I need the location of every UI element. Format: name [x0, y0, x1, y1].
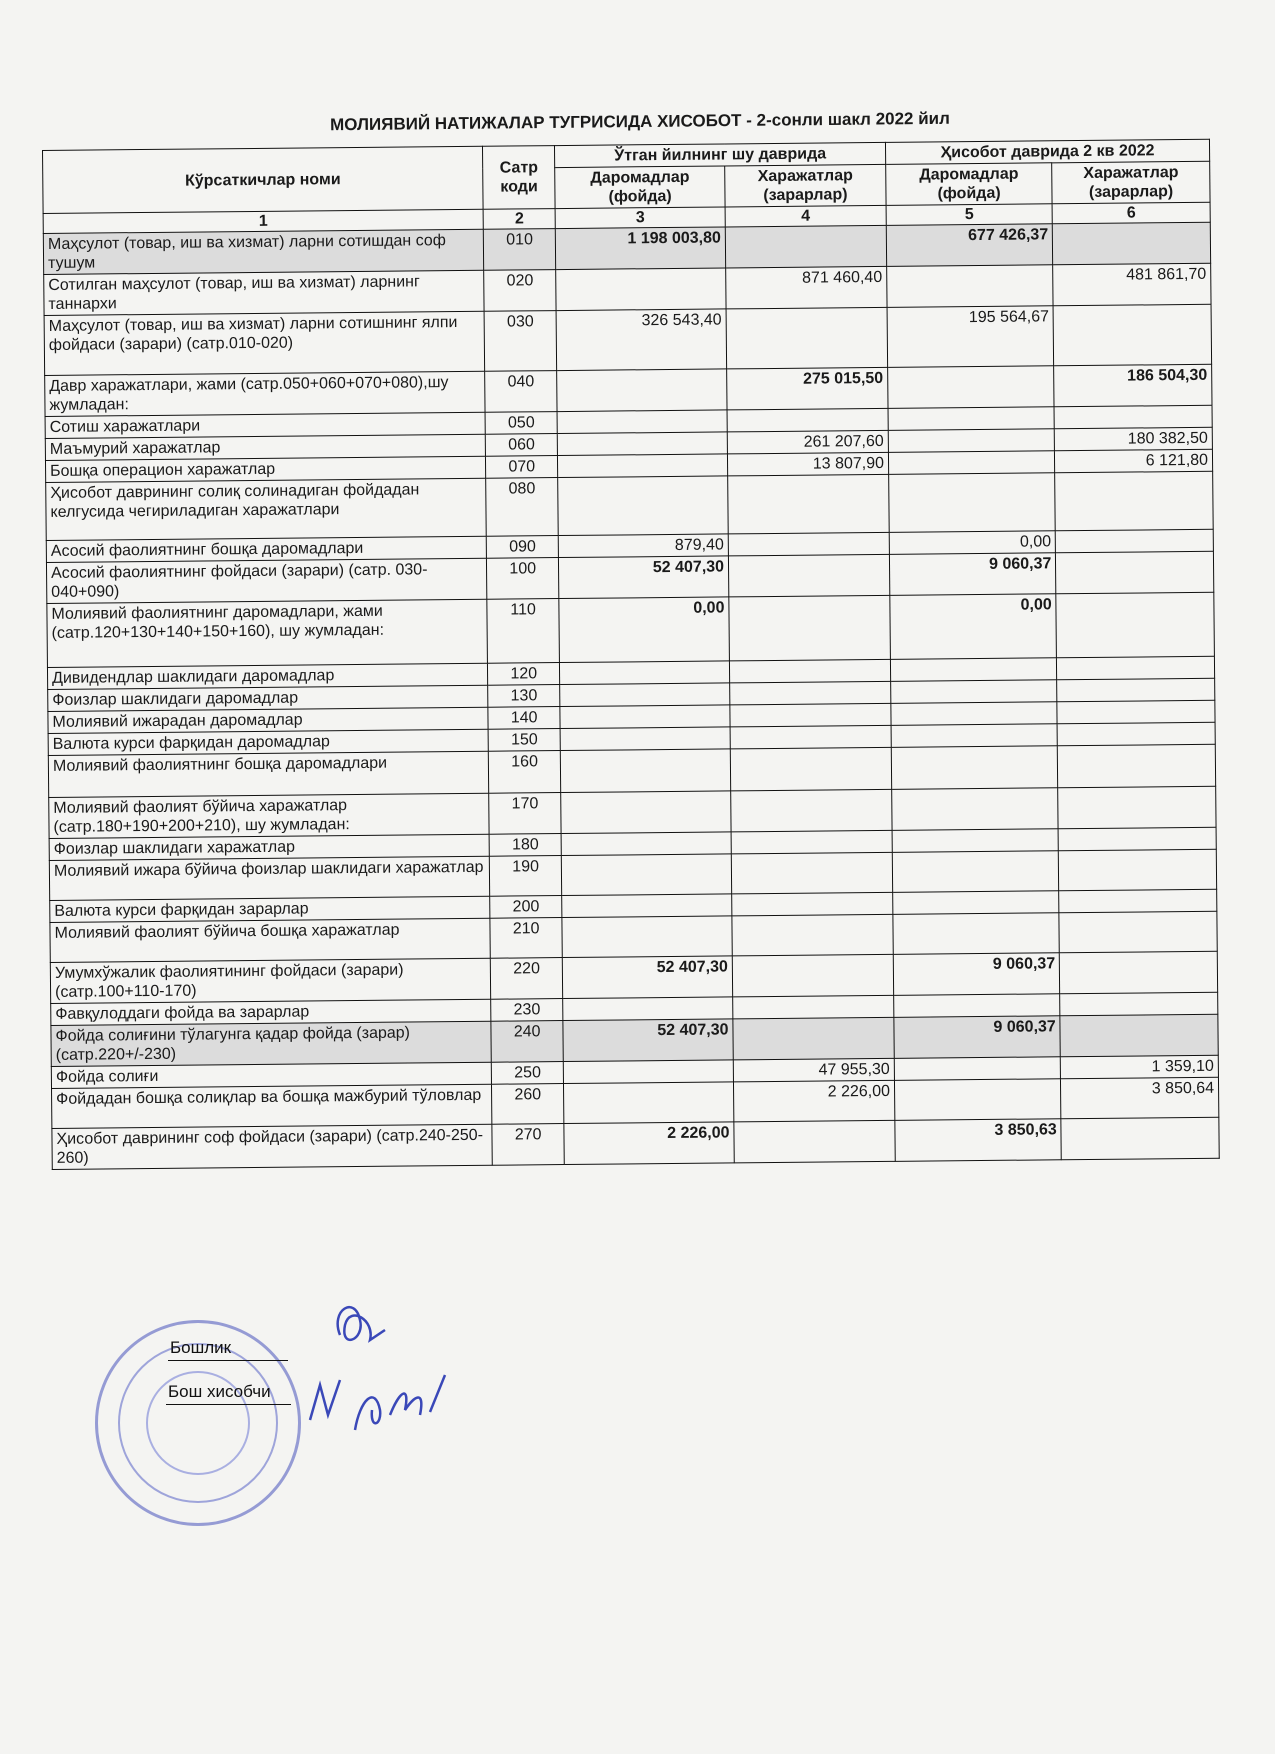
- report-expense: 186 504,30: [1054, 364, 1212, 407]
- row-code: 150: [488, 729, 560, 752]
- header-expense-report: Харажатлар (зарарлар): [1052, 161, 1210, 204]
- prev-income: 0,00: [559, 597, 729, 663]
- row-name: Фавқулоддаги фойда ва зарарлар: [51, 999, 491, 1025]
- prev-income: [560, 683, 730, 707]
- prev-expense: [729, 595, 891, 661]
- report-income: [892, 829, 1059, 853]
- prev-expense: [730, 681, 891, 705]
- report-expense: [1058, 786, 1216, 829]
- report-expense: 481 861,70: [1053, 263, 1211, 306]
- prev-expense: [730, 747, 891, 791]
- report-income: [888, 429, 1055, 453]
- row-code: 170: [489, 793, 562, 835]
- row-name: Валюта курси фарқидан зарарлар: [50, 896, 490, 922]
- header-expense-prev: Харажатлар (зарарлар): [725, 164, 886, 207]
- report-income: [894, 994, 1061, 1018]
- report-income: 9 060,37: [894, 1016, 1061, 1059]
- report-expense: [1058, 827, 1216, 851]
- col-number-5: 5: [886, 204, 1053, 226]
- accountant-signature: [310, 1375, 445, 1430]
- row-code: 020: [484, 270, 557, 312]
- prev-income: 52 407,30: [559, 556, 729, 599]
- row-name: Фоизлар шаклидаги даромадлар: [48, 685, 488, 711]
- prev-income: [558, 476, 728, 536]
- row-name: Фойда солиғи: [51, 1062, 491, 1088]
- row-name: Ҳисобот даврининг солиқ солинадиган фойдадан келгусида чегириладиган харажатлари: [46, 478, 487, 540]
- chief-accountant-label: Бош хисобчи: [168, 1382, 271, 1401]
- row-code: 200: [490, 896, 562, 919]
- prev-expense: 275 015,50: [727, 367, 888, 410]
- prev-income: [561, 832, 731, 856]
- row-name: Фойда солиғини тўлагунга қадар фойда (зарар) (сатр.220+/-230): [51, 1021, 491, 1066]
- head-signature-label: Бошлик: [170, 1338, 232, 1357]
- report-expense: 180 382,50: [1055, 427, 1213, 451]
- prev-expense: [732, 892, 893, 916]
- report-income: [892, 851, 1059, 893]
- prev-expense: 261 207,60: [727, 430, 888, 454]
- row-code: 050: [485, 412, 557, 435]
- prev-expense: [732, 914, 893, 956]
- row-code: 250: [491, 1062, 563, 1085]
- report-income: [893, 913, 1060, 955]
- prev-expense: [730, 725, 891, 749]
- report-expense: [1056, 551, 1214, 594]
- header-prev-period: Ўтган йилнинг шу даврида: [555, 142, 886, 167]
- row-name: Ҳисобот даврининг соф фойдаси (зарари) (сатр.240-250-260): [52, 1124, 492, 1169]
- prev-income: [561, 791, 731, 834]
- row-code: 110: [487, 599, 560, 664]
- col-number-2: 2: [483, 209, 555, 230]
- prev-income: [557, 369, 727, 412]
- row-name: Молиявий ижара бўйича фоизлар шаклидаги харажатлар: [49, 856, 489, 900]
- prev-income: 52 407,30: [563, 1019, 733, 1062]
- prev-expense: [731, 789, 892, 832]
- row-code: 240: [491, 1021, 564, 1063]
- report-income: 9 060,37: [889, 553, 1056, 596]
- prev-income: [560, 705, 730, 729]
- row-code: 180: [489, 834, 561, 857]
- report-expense: [1059, 889, 1217, 913]
- prev-income: [560, 661, 730, 685]
- prev-income: [562, 854, 732, 896]
- row-name: Молиявий ижарадан даромадлар: [48, 707, 488, 733]
- report-expense: [1058, 744, 1216, 788]
- report-income: [894, 1079, 1061, 1121]
- prev-expense: [734, 1120, 895, 1163]
- prev-income: [557, 410, 727, 434]
- prev-expense: 47 955,30: [733, 1058, 894, 1082]
- report-expense: [1057, 700, 1215, 724]
- table-body: [43, 222, 1219, 1169]
- row-code: 270: [492, 1124, 565, 1166]
- prev-income: [561, 749, 731, 793]
- report-expense: [1060, 951, 1218, 994]
- row-code: 190: [489, 856, 562, 897]
- col-number-4: 4: [725, 205, 886, 227]
- row-code: 080: [486, 478, 559, 537]
- prev-expense: [732, 954, 893, 997]
- row-name: Сотилган маҳсулот (товар, иш ва хизмат) ларнинг таннархи: [44, 270, 484, 315]
- head-signature: [338, 1307, 385, 1340]
- report-expense: [1055, 471, 1213, 531]
- header-income-report: Даромадлар (фойда): [886, 163, 1053, 206]
- report-income: 0,00: [889, 531, 1056, 555]
- report-income: [892, 788, 1059, 831]
- row-name: Маҳсулот (товар, иш ва хизмат) ларни сотишдан соф тушум: [43, 229, 483, 274]
- row-name: Молиявий фаолиятнинг даромадлари, жами (сатр.120+130+140+150+160), шу жумладан:: [47, 599, 488, 667]
- row-name: Молиявий фаолиятнинг бошқа даромадлари: [48, 751, 488, 797]
- report-expense: [1061, 1117, 1219, 1160]
- report-income: [891, 724, 1058, 748]
- prev-income: [563, 997, 733, 1021]
- row-code: 060: [485, 434, 557, 457]
- prev-expense: [729, 659, 890, 683]
- report-income: [888, 407, 1055, 431]
- prev-income: 326 543,40: [556, 309, 726, 371]
- row-code: 160: [488, 751, 561, 794]
- report-expense: 3 850,64: [1061, 1077, 1219, 1119]
- report-income: 677 426,37: [886, 224, 1053, 267]
- report-income: 3 850,63: [895, 1119, 1062, 1162]
- prev-expense: [726, 307, 887, 369]
- report-expense: [1057, 722, 1215, 746]
- prev-expense: [725, 225, 886, 268]
- report-expense: [1060, 992, 1218, 1016]
- table-row: [44, 304, 1212, 375]
- report-expense: [1054, 405, 1212, 429]
- row-name: Бошқа операцион харажатлар: [45, 456, 485, 482]
- prev-expense: [728, 554, 889, 597]
- header-income-prev: Даромадлар (фойда): [555, 166, 725, 209]
- prev-income: [558, 432, 728, 456]
- report-expense: [1057, 678, 1215, 702]
- report-income: [891, 746, 1058, 790]
- row-name: Маъмурий харажатлар: [45, 434, 485, 460]
- row-name: Молиявий фаолият бўйича харажатлар (сатр.180+190+200+210), шу жумладан:: [49, 793, 489, 838]
- row-code: 070: [486, 456, 558, 479]
- prev-expense: 13 807,90: [727, 452, 888, 476]
- report-income: [893, 891, 1060, 915]
- prev-income: 1 198 003,80: [556, 227, 726, 270]
- prev-expense: 871 460,40: [726, 266, 887, 309]
- prev-expense: [727, 408, 888, 432]
- row-code: 130: [488, 685, 560, 708]
- row-name: Асосий фаолиятнинг фойдаси (зарари) (сатр. 030-040+090): [46, 558, 486, 603]
- row-name: Асосий фаолиятнинг бошқа даромадлари: [46, 536, 486, 562]
- prev-income: [562, 894, 732, 918]
- prev-income: [558, 454, 728, 478]
- header-row-code: Сатр коди: [483, 146, 556, 210]
- report-expense: [1060, 1014, 1218, 1057]
- document-title: МОЛИЯВИЙ НАТИЖАЛАР ТУГРИСИДА ХИСОБОТ - 2-сонли шакл 2022 йил: [329, 108, 950, 135]
- row-code: 210: [490, 918, 563, 959]
- report-income: [894, 1057, 1061, 1081]
- row-name: Сотиш харажатлари: [45, 412, 485, 438]
- financial-results-table: [42, 139, 1220, 1170]
- row-name: Дивидендлар шаклидаги даромадлар: [47, 663, 487, 689]
- report-income: 9 060,37: [893, 953, 1060, 996]
- report-expense: 1 359,10: [1061, 1055, 1219, 1079]
- row-code: 230: [491, 999, 563, 1022]
- report-expense: [1059, 911, 1217, 953]
- row-name: Маҳсулот (товар, иш ва хизмат) ларни сотишнинг ялпи фойдаси (зарари) (сатр.010-020): [44, 311, 485, 375]
- prev-income: [564, 1060, 734, 1084]
- head-signature-line: [168, 1360, 288, 1361]
- report-income: 0,00: [890, 594, 1057, 660]
- prev-expense: [733, 1017, 894, 1060]
- row-name: Фойдадан бошқа солиқлар ва бошқа мажбурий тўловлар: [52, 1084, 492, 1128]
- prev-expense: [731, 830, 892, 854]
- row-code: 120: [488, 663, 560, 686]
- header-indicator-name: Кўрсаткичлар номи: [43, 146, 484, 213]
- signature-marks: [300, 1290, 720, 1460]
- report-expense: [1056, 529, 1214, 553]
- prev-income: 2 226,00: [564, 1122, 734, 1165]
- prev-income: [564, 1082, 734, 1124]
- prev-income: [556, 268, 726, 311]
- report-expense: [1053, 304, 1211, 366]
- row-name: Молиявий фаолият бўйича бошқа харажатлар: [50, 918, 490, 962]
- report-income: [890, 658, 1057, 682]
- row-code: 220: [490, 958, 563, 1000]
- row-code: 100: [487, 558, 560, 600]
- report-expense: 6 121,80: [1055, 449, 1213, 473]
- prev-income: [560, 727, 730, 751]
- report-income: [889, 473, 1056, 533]
- report-expense: [1057, 656, 1215, 680]
- chief-accountant-signature-line: [166, 1404, 291, 1405]
- prev-expense: [733, 995, 894, 1019]
- col-number-3: 3: [555, 207, 725, 229]
- col-number-1: 1: [43, 209, 483, 233]
- row-name: Умумхўжалик фаолиятининг фойдаси (зарари) (сатр.100+110-170): [50, 958, 490, 1003]
- report-income: [888, 366, 1055, 409]
- prev-income: [562, 916, 732, 958]
- report-income: [891, 680, 1058, 704]
- prev-expense: [731, 852, 892, 894]
- row-code: 260: [492, 1084, 565, 1125]
- row-code: 030: [484, 311, 557, 372]
- report-income: [888, 451, 1055, 475]
- row-code: 090: [486, 536, 558, 559]
- report-income: 195 564,67: [887, 306, 1054, 368]
- report-expense: [1059, 849, 1217, 891]
- row-code: 010: [483, 229, 556, 271]
- row-code: 140: [488, 707, 560, 730]
- report-expense: [1053, 222, 1211, 265]
- report-income: [891, 702, 1058, 726]
- prev-expense: [728, 474, 889, 534]
- row-name: Валюта курси фарқидан даромадлар: [48, 729, 488, 755]
- col-number-6: 6: [1052, 202, 1210, 224]
- row-name: Давр харажатлари, жами (сатр.050+060+070+080),шу жумладан:: [45, 371, 485, 416]
- table-row: [47, 592, 1215, 667]
- report-income: [887, 265, 1054, 308]
- report-expense: [1056, 592, 1214, 658]
- row-code: 040: [485, 371, 558, 413]
- prev-expense: [728, 532, 889, 556]
- prev-expense: 2 226,00: [733, 1080, 894, 1122]
- prev-income: 52 407,30: [563, 956, 733, 999]
- prev-income: 879,40: [559, 534, 729, 558]
- header-report-period: Ҳисобот даврида 2 кв 2022: [885, 139, 1209, 164]
- prev-expense: [730, 703, 891, 727]
- row-name: Фоизлар шаклидаги харажатлар: [49, 834, 489, 860]
